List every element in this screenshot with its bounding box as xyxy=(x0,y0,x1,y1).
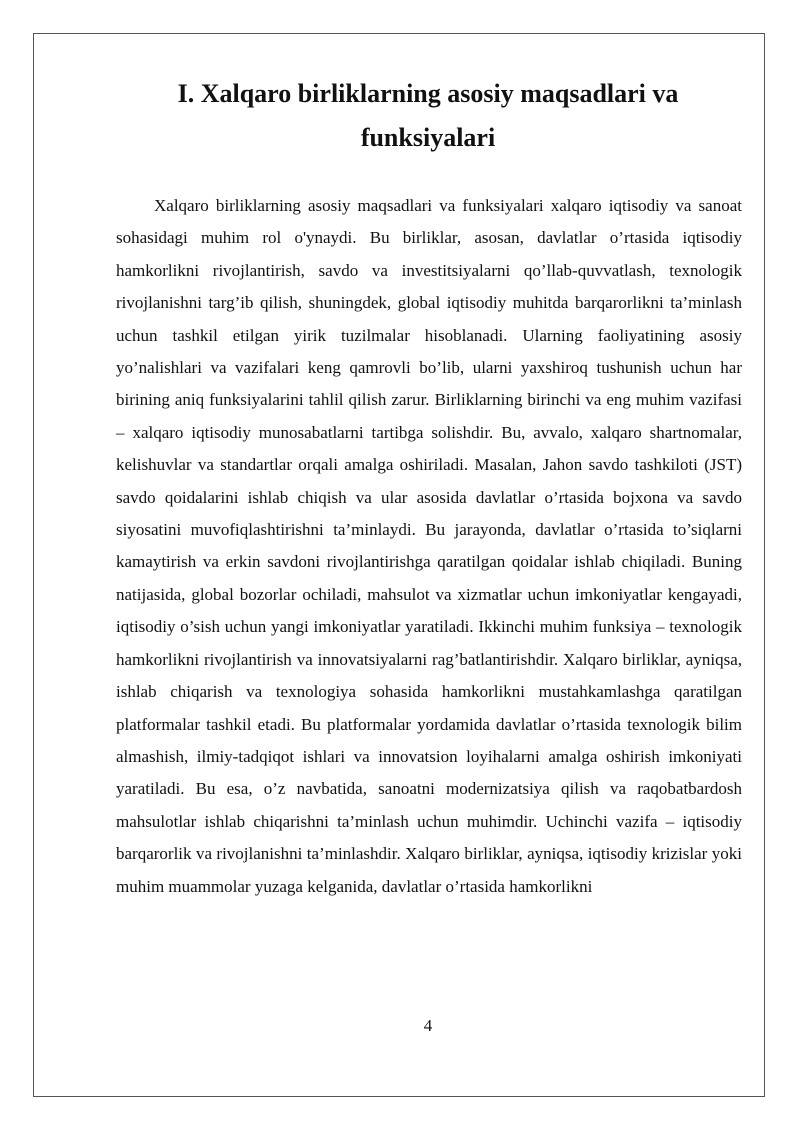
body-paragraph: Xalqaro birliklarning asosiy maqsadlari va funksiyalari xalqaro iqtisodiy va sanoat sohasidagi muhim rol o'ynaydi. Bu birliklar, asosan, davlatlar o’rtasida iqtisodiy hamkorlikni rivojlantirish, savdo va investitsiyalarni qo’llab-quvvatlash, texnologik rivojlanishni targ’ib qilish, shuningdek, global iqtisodiy muhitda barqarorlikni ta’minlash uchun tashkil etilgan yirik tuzilmalar hisoblanadi. Ularning faoliyatining asosiy yo’nalishlari va vazifalari keng qamrovli bo’lib, ularni yaxshiroq tushunish uchun har birining aniq funksiyalarini tahlil qilish zarur. Birliklarning birinchi va eng muhim vazifasi – xalqaro iqtisodiy munosabatlarni tartibga solishdir. Bu, avvalo, xalqaro shartnomalar, kelishuvlar va standartlar orqali amalga oshiriladi. Masalan, Jahon savdo tashkiloti (JST) savdo qoidalarini ishlab chiqish va ular asosida davlatlar o’rtasida bojxona va savdo siyosatini muvofiqlashtirishni ta’minlaydi. Bu jarayonda, davlatlar o’rtasida to’siqlarni kamaytirish va erkin savdoni rivojlantirishga qaratilgan qoidalar ishlab chiqiladi. Buning natijasida, global bozorlar ochiladi, mahsulot va xizmatlar uchun imkoniyatlar kengayadi, iqtisodiy o’sish uchun yangi imkoniyatlar yaratiladi. Ikkinchi muhim funksiya – texnologik hamkorlikni rivojlantirish va innovatsiyalarni rag’batlantirishdir. Xalqaro birliklar, ayniqsa, ishlab chiqarish va texnologiya sohasida hamkorlikni mustahkamlashga qaratilgan platformalar tashkil etadi. Bu platformalar yordamida davlatlar o’rtasida texnologik bilim almashish, ilmiy-tadqiqot ishlari va innovatsion loyihalarni amalga oshirish imkoniyati yaratiladi. Bu esa, o’z navbatida, sanoatni modernizatsiya qilish va raqobatbardosh mahsulotlar ishlab chiqarishni ta’minlash uchun muhimdir. Uchinchi vazifa – iqtisodiy barqarorlik va rivojlanishni ta’minlashdir. Xalqaro birliklar, ayniqsa, iqtisodiy krizislar yoki muhim muammolar yuzaga kelganida, davlatlar o’rtasida hamkorlikni xyxy=(116,196,742,896)
page-number: 4 xyxy=(423,1016,433,1035)
page-title: I. Xalqaro birliklarning asosiy maqsadlari va funksiyalari xyxy=(177,79,679,152)
